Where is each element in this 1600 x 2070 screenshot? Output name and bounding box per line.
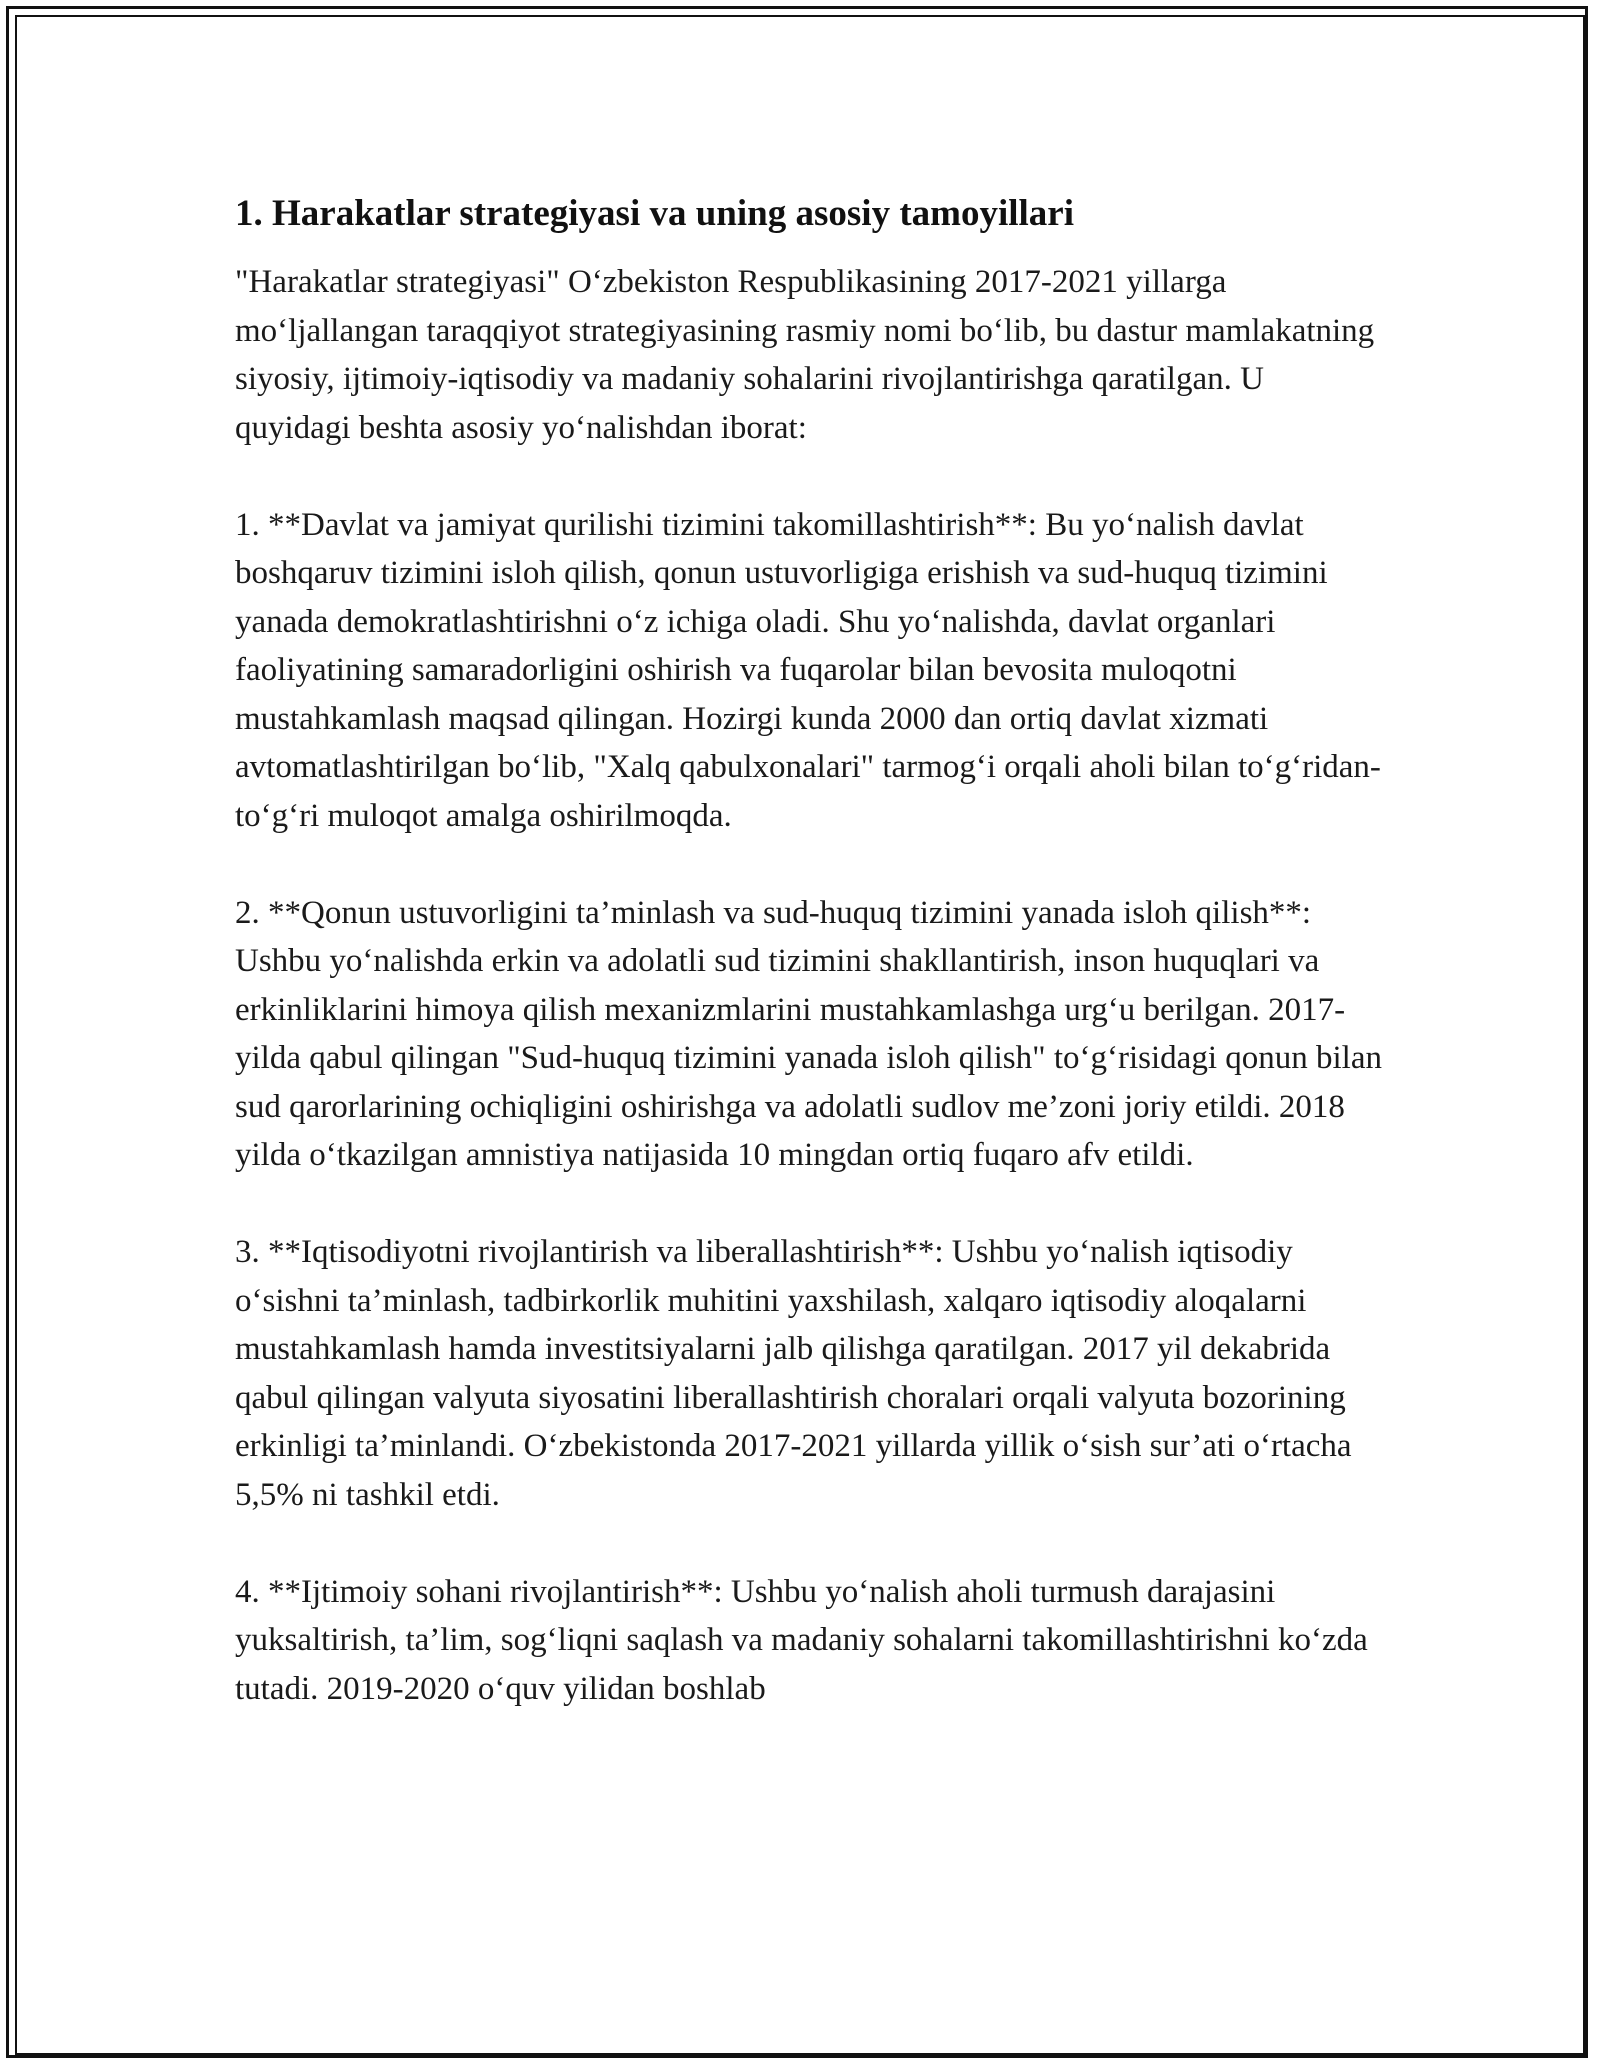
intro-paragraph: "Harakatlar strategiyasi" O‘zbekiston Respublikasining 2017-2021 yillarga mo‘ljallangan taraqqiyot strategiyasining rasmiy nomi bo‘lib, bu dastur mamlakatning siyosiy, ijtimoiy-iqtisodiy va madaniy sohalarini rivojlantirishga qaratilgan. U quyidagi beshta asosiy yo‘nalishdan iborat: [235,264,1375,446]
list-item-1: 1. **Davlat va jamiyat qurilishi tizimini takomillashtirish**: Bu yo‘nalish davlat boshqaruv tizimini isloh qilish, qonun ustuvorligiga erishish va sud-huquq tizimini yanada demokratlashtirishni o‘z ichiga oladi. Shu yo‘nalishda, davlat organlari faoliyatining samaradorligini oshirish va fuqarolar bilan bevosita muloqotni mustahkamlash maqsad qilingan. Hozirgi kunda 2000 dan ortiq davlat xizmati avtomatlashtirilgan bo‘lib, "Xalq qabulxonalari" tarmog‘i orqali aholi bilan to‘g‘ridan-to‘g‘ri muloqot amalga oshirilmoqda. [235,506,1381,834]
list-item-2: 2. **Qonun ustuvorligini ta’minlash va sud-huquq tizimini yanada isloh qilish**: Ushbu yo‘nalishda erkin va adolatli sud tizimini shakllantirish, inson huquqlari va erkinliklarini himoya qilish mexanizmlarini mustahkamlashga urg‘u berilgan. 2017- yilda qabul qilingan "Sud-huquq tizimini yanada isloh qilish" to‘g‘risidagi qonun bilan sud qarorlarining ochiqligini oshirishga va adolatli sudlov me’zoni joriy etildi. 2018 yilda o‘tkazilgan amnistiya natijasida 10 mingdan ortiq fuqaro afv etildi. [235,894,1382,1173]
document-body [235,192,1385,1762]
section-heading: 1. Harakatlar strategiyasi va uning asosiy tamoyillari [235,193,1075,234]
list-item-4: 4. **Ijtimoiy sohani rivojlantirish**: Ushbu yo‘nalish aholi turmush darajasini yuksaltirish, ta’lim, sog‘liqni saqlash va madaniy sohalarni takomillashtirishni ko‘zda tutadi. 2019-2020 o‘quv yilidan boshlab [235,1573,1368,1707]
list-item-3: 3. **Iqtisodiyotni rivojlantirish va liberallashtirish**: Ushbu yo‘nalish iqtisodiy o‘sishni ta’minlash, tadbirkorlik muhitini yaxshilash, xalqaro iqtisodiy aloqalarni mustahkamlash hamda investitsiyalarni jalb qilishga qaratilgan. 2017 yil dekabrida qabul qilingan valyuta siyosatini liberallashtirish choralari orqali valyuta bozorining erkinligi ta’minlandi. O‘zbekistonda 2017-2021 yillarda yillik o‘sish sur’ati o‘rtacha 5,5% ni tashkil etdi. [235,1234,1352,1513]
